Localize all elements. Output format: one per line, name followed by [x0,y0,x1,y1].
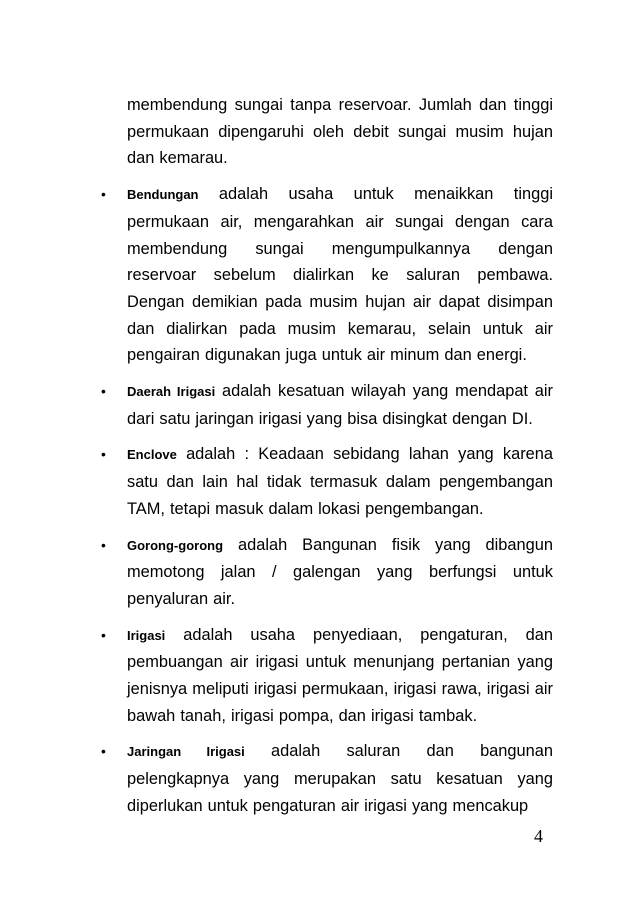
intro-paragraph: membendung sungai tanpa reservoar. Jumlah dan tinggi permukaan dipengaruhi oleh debit sungai musim hujan dan kemarau. [127,96,553,168]
definition-term: Irigasi [127,627,166,643]
bullet-icon: • [101,186,106,203]
definition-text: adalah : Keadaan sebidang lahan yang karena satu dan lain hal tidak termasuk dalam pengembangan TAM, tetapi masuk dalam lokasi pengembangan. [127,445,553,518]
definition-text: adalah usaha penyediaan, pengaturan, dan pembuangan air irigasi untuk menunjang pertanian yang jenisnya meliputi irigasi permukaan, irigasi rawa, irigasi air bawah tanah, irigasi pompa, dan irigasi tambak. [127,625,553,725]
definition-item-daerah-irigasi [101,378,553,432]
definition-text: adalah kesatuan wilayah yang mendapat air dari satu jaringan irigasi yang bisa disingkat dengan DI. [127,382,553,428]
definition-text: adalah usaha untuk menaikkan tinggi permukaan air, mengarahkan air sungai dengan cara membendung sungai mengumpulkannya dengan reservoar sebelum dialirkan ke saluran pembawa. Dengan demikian pada musim hujan air dapat disimpan dan dialirkan pada musim kemarau, selain untuk air pengairan digunakan juga untuk air minum dan energi. [127,185,553,365]
bullet-icon: • [101,536,106,553]
definition-term: Gorong-gorong [127,537,224,553]
definition-item-gorong-gorong [101,532,553,613]
definition-term: Enclove [127,447,177,463]
page-content [101,92,553,829]
definition-term: Daerah Irigasi [127,384,216,400]
definition-item-jaringan-irigasi [101,738,553,819]
definition-item-enclove [101,441,553,522]
bullet-icon: • [101,383,106,400]
bullet-icon: • [101,626,106,643]
definition-term: Jaringan Irigasi [127,744,245,760]
definition-text: adalah Bangunan fisik yang dibangun memotong jalan / galengan yang berfungsi untuk penyaluran air. [127,535,553,608]
definition-term: Bendungan [127,187,199,203]
definition-text: adalah saluran dan bangunan pelengkapnya yang merupakan satu kesatuan yang diperlukan untuk pengaturan air irigasi yang mencakup [127,742,553,815]
page-number: 4 [534,826,543,846]
definition-item-bendungan [101,181,553,369]
bullet-icon: • [101,446,106,463]
bullet-icon: • [101,743,106,760]
definition-item-irigasi [101,622,553,730]
